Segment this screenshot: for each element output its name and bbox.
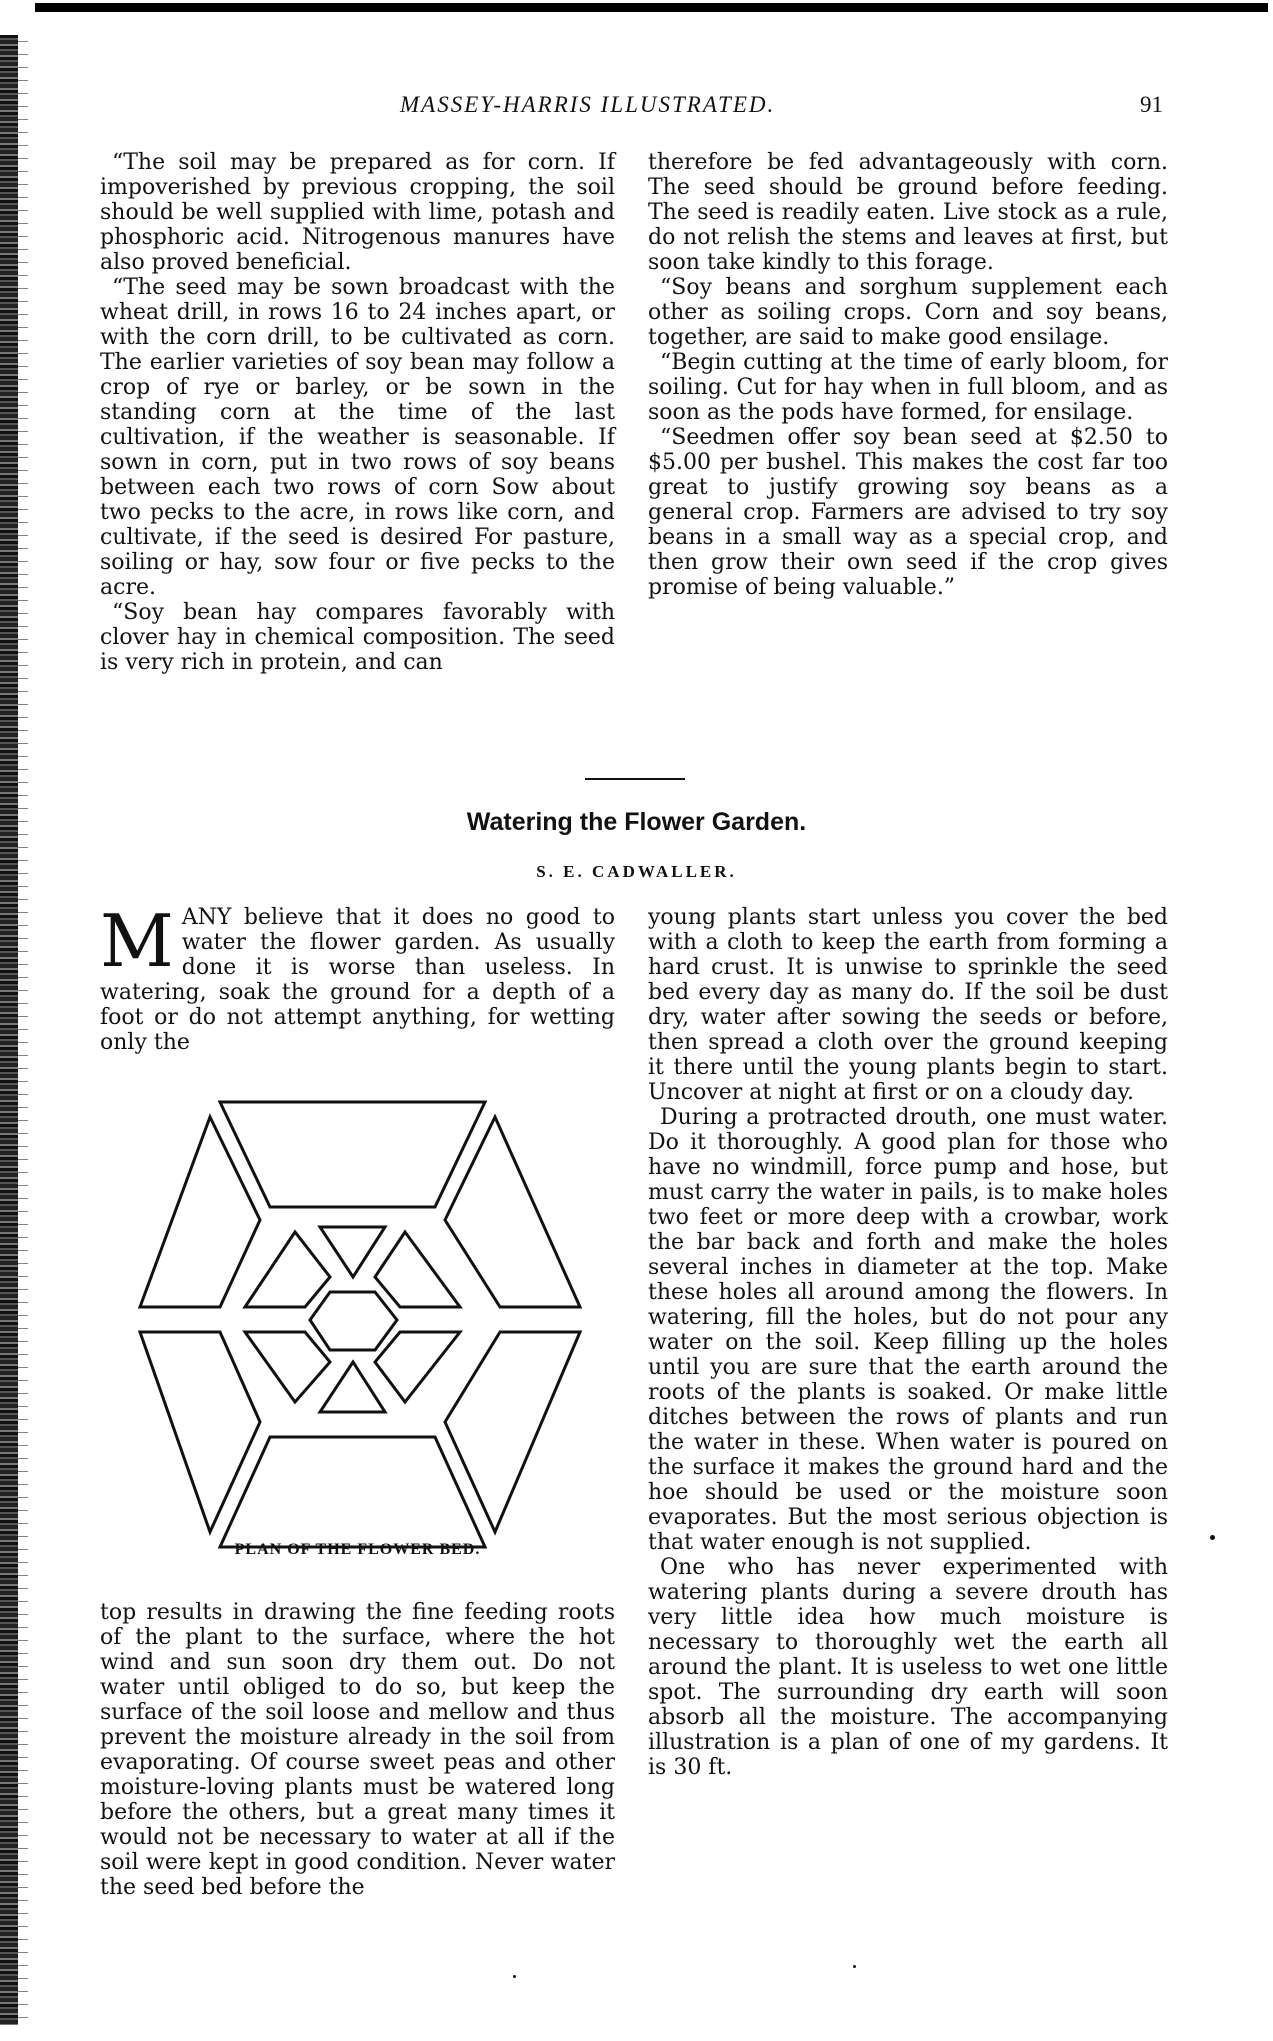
paragraph: “The soil may be prepared as for corn. If impoverished by previous cropping, the soil should be well supplied with lime, potash and phosphoric acid. Nitrogenous manures have also proved beneficial. (100, 150, 615, 275)
running-title: MASSEY-HARRIS ILLUSTRATED. (400, 92, 776, 117)
paragraph: During a protracted drouth, one must water. Do it thoroughly. A good plan for those who have no windmill, force pump and hose, but must carry the water in pails, is to make holes two feet or more deep with a crowbar, work the bar back and forth and make the holes several inches in diameter at the top. Make these holes all around among the flowers. In watering, fill the holes, but do not pour any water on the soil. Keep filling up the holes until you are sure that the earth around the roots of the plants is soaked. Or make little ditches between the rows of plants and run the water in these. When water is poured on the surface it makes the ground hard and the hoe should be used or the moisture soon evaporates. But the most serious objection is that water enough is not supplied. (648, 1105, 1168, 1555)
paragraph: therefore be fed advantageously with corn. The seed should be ground before feeding. The seed is readily eaten. Live stock as a rule, do not relish the stems and leaves at first, but soon take kindly to this forage. (648, 150, 1168, 275)
top-rule (35, 3, 1268, 12)
print-speck (853, 1965, 856, 1968)
article2-right-column (648, 905, 1168, 1780)
inner-bed-lower-right (375, 1332, 460, 1402)
paragraph: “Soy beans and sorghum supplement each other as soiling crops. Corn and soy beans, together, are said to make good ensilage. (648, 275, 1168, 350)
binding-edge-shadow (18, 35, 28, 2025)
section-divider (585, 778, 685, 780)
figure-caption: PLAN OF THE FLOWER BED. (234, 1541, 481, 1558)
outer-bed-top (220, 1102, 485, 1207)
inner-bed-bottom (320, 1362, 385, 1412)
paragraph: top results in drawing the fine feeding roots of the plant to the surface, where the hot wind and sun soon dry them out. Do not water until obliged to do so, but keep the surface of the soil loose and mellow and thus prevent the moisture already in the soil from evaporating. Of course sweet peas and other moisture-loving plants must be watered long before the others, but a great many times it would not be necessary to water at all if the soil were kept in good condition. Never water the seed bed before the (100, 1600, 615, 1900)
article-title: Watering the Flower Garden. (466, 808, 807, 836)
flower-bed-plan-diagram (135, 1092, 585, 1562)
page-number: 91 (1140, 92, 1163, 117)
opening-text: ANY believe that it does no good to water the flower garden. As usually done it is worse than useless. In watering, soak the ground for a depth of a foot or do not attempt anything, for wetting only the (100, 905, 615, 1055)
binding-edge (0, 35, 18, 2025)
opening-paragraph (100, 899, 615, 1055)
inner-bed-top (320, 1227, 385, 1277)
outer-bed-bottom (220, 1437, 485, 1547)
inner-bed-upper-left (245, 1232, 330, 1307)
paragraph: “The seed may be sown broadcast with the wheat drill, in rows 16 to 24 inches apart, or with the corn drill, to be cultivated as corn. The earlier varieties of soy bean may follow a crop of rye or barley, or be sown in the standing corn at the time of the last cultivation, if the weather is seasonable. If sown in corn, put in two rows of soy beans between each two rows of corn Sow about two pecks to the acre, in rows like corn, and cultivate, if the seed is desired For pasture, soiling or hay, sow four or five pecks to the acre. (100, 275, 615, 600)
paragraph: young plants start unless you cover the bed with a cloth to keep the earth from forming a hard crust. It is unwise to sprinkle the seed bed every day as many do. If the soil be dust dry, water after sowing the seeds or before, then spread a cloth over the ground keeping it there until the young plants begin to start. Uncover at night at first or on a cloudy day. (648, 905, 1168, 1105)
inner-bed-upper-right (375, 1232, 460, 1307)
outer-beds (140, 1102, 580, 1547)
print-speck (1210, 1535, 1215, 1540)
paragraph: “Begin cutting at the time of early bloom, for soiling. Cut for hay when in full bloom, and as soon as the pods have formed, for ensilage. (648, 350, 1168, 425)
drop-cap: M (100, 899, 174, 983)
inner-beds (245, 1227, 460, 1412)
paragraph: “Seedmen offer soy bean seed at $2.50 to $5.00 per bushel. This makes the cost far too great to justify growing soy beans as a general crop. Farmers are advised to try soy beans in a small way as a special crop, and then grow their own seed if the crop gives promise of being valuable.” (648, 425, 1168, 600)
print-speck (513, 1975, 516, 1978)
center-hexagon-bed (310, 1292, 397, 1350)
article1-right-column (648, 150, 1168, 600)
article2-opening-column (100, 899, 615, 1055)
article1-left-column (100, 150, 615, 675)
paragraph: One who has never experimented with watering plants during a severe drouth has very little idea how much moisture is necessary to thoroughly wet the earth all around the plant. It is useless to wet one little spot. The surrounding dry earth will soon absorb all the moisture. The accompanying illustration is a plan of one of my gardens. It is 30 ft. (648, 1555, 1168, 1780)
byline: S. E. CADWALLER. (536, 862, 737, 881)
paragraph: “Soy bean hay compares favorably with clover hay in chemical composition. The seed is very rich in protein, and can (100, 600, 615, 675)
inner-bed-lower-left (245, 1332, 330, 1402)
article2-left-column (100, 1600, 615, 1900)
